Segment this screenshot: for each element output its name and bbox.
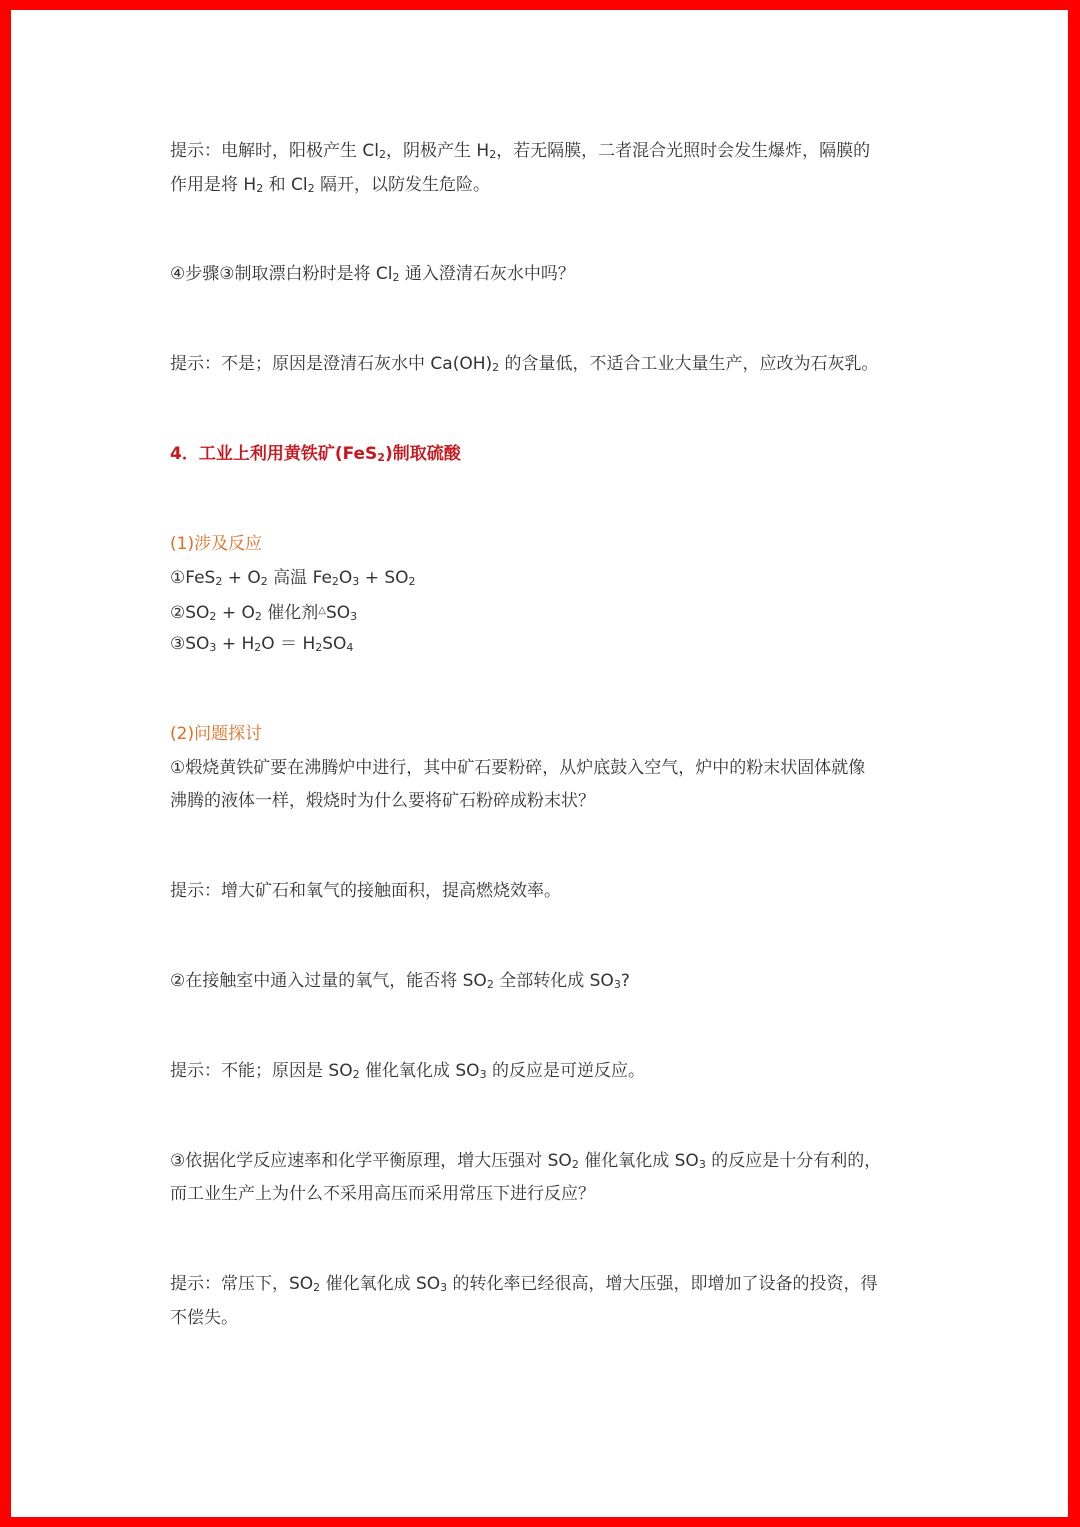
hint-paragraph-1-line-1: 提示：电解时，阳极产生 $Cl_2$，阴极产生 $H_2$，若无隔膜，二者混合光照时会发生爆炸，隔膜的	[170, 141, 871, 161]
heat-triangle-icon: △	[318, 605, 326, 616]
hint-answer-2: 提示：不能；原因是 $SO_2$ 催化氧化成 $SO_3$ 的反应是可逆反应。	[170, 1061, 645, 1081]
section-heading-4: 4．工业上利用黄铁矿(FeS$_2$)制取硫酸	[170, 444, 461, 464]
hint-answer-1: 提示：增大矿石和氧气的接触面积，提高燃烧效率。	[170, 881, 561, 901]
question-2: ②在接触室中通入过量的氧气，能否将 $SO_2$ 全部转化成 $SO_3$?	[170, 971, 630, 991]
question-3-line-2: 而工业生产上为什么不采用高压而采用常压下进行反应？	[170, 1184, 595, 1204]
hint-label: 提示：	[170, 881, 221, 901]
hint-label: 提示：	[170, 354, 221, 374]
hint-label: 提示：	[170, 141, 221, 161]
hint-paragraph-1-line-2: 作用是将 $H_2$ 和 $Cl_2$ 隔开，以防发生危险。	[170, 175, 490, 195]
question-4: ④步骤③制取漂白粉时是将 $Cl_2$ 通入澄清石灰水中吗？	[170, 264, 575, 284]
hint-label: 提示：	[170, 1274, 221, 1294]
subheading-reactions: (1)涉及反应	[170, 534, 263, 554]
question-1-line-2: 沸腾的液体一样，煅烧时为什么要将矿石粉碎成粉末状？	[170, 791, 595, 811]
hint-answer-3-line-2: 不偿失。	[170, 1308, 238, 1328]
question-3-line-1: ③依据化学反应速率和化学平衡原理，增大压强对 $SO_2$ 催化氧化成 $SO_3$ 的反应是十分有利的，	[170, 1151, 882, 1171]
hint-answer-3-line-1: 提示：常压下，$SO_2$ 催化氧化成 $SO_3$ 的转化率已经很高，增大压强，即增加了设备的投资，得	[170, 1274, 878, 1294]
question-1-line-1: ①煅烧黄铁矿要在沸腾炉中进行，其中矿石要粉碎，从炉底鼓入空气，炉中的粉末状固体就像	[170, 758, 866, 778]
hint-answer-4: 提示：不是；原因是澄清石灰水中 $Ca(OH)_2$ 的含量低，不适合工业大量生产，应改为石灰乳。	[170, 354, 879, 374]
reaction-1: ①FeS$_2$ + $O_2$ 高温 $Fe_2O_3 + SO_2$	[170, 568, 416, 588]
hint-label: 提示：	[170, 1061, 221, 1081]
subheading-discussion: (2)问题探讨	[170, 724, 263, 744]
reaction-2: $②SO_2 + O_2$ 催化剂$^\triangle SO_3$	[170, 603, 358, 623]
reaction-3: $③SO_3 + H_2O = H_2SO_4$	[170, 634, 354, 654]
